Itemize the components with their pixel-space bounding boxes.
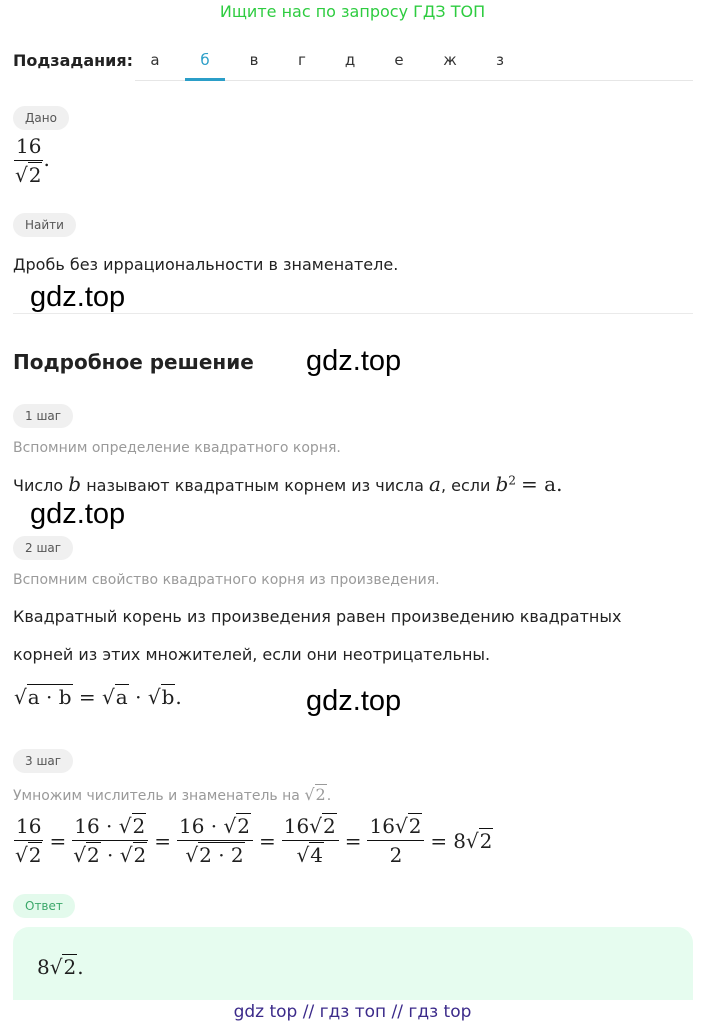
fraction: $\frac{16}{√2}$ — [14, 814, 42, 867]
equals: = — [154, 828, 171, 853]
radicand: 2 — [86, 843, 100, 867]
step-2-badge: 2 шаг — [13, 536, 73, 560]
numerator: 16 — [369, 814, 395, 838]
equals: = — [49, 828, 67, 853]
step-1-text: называют квадратным корнем из числа — [86, 476, 424, 495]
watermark: gdz.top — [306, 345, 402, 377]
solution-title: Подробное решение — [13, 350, 254, 374]
watermark: gdz.top — [30, 498, 126, 530]
given-fraction: $\frac{16}{√2}$ . — [14, 134, 50, 187]
search-hint-banner: Ищите нас по запросу ГДЗ ТОП — [219, 2, 486, 21]
equals: = — [78, 685, 96, 709]
fraction: $\frac{16√2}{√4}$ — [282, 814, 339, 867]
tab-a[interactable]: а — [150, 51, 160, 69]
radicand: 4 — [310, 843, 323, 867]
equals: = — [430, 828, 448, 853]
radicand: 2 — [408, 814, 422, 838]
fraction: $\frac{16√2}{2}$ — [367, 814, 424, 867]
radicand: 2 — [237, 814, 251, 838]
numerator: 16 · — [74, 814, 119, 838]
numerator: 16 — [283, 814, 310, 838]
rationalization-chain — [14, 814, 493, 867]
radicand: 2 — [133, 843, 147, 867]
step-2-line-1: Квадратный корень из произведения равен произведению квадратных — [13, 607, 622, 626]
given-radicand: 2 — [28, 163, 42, 187]
equation-tail: = a. — [521, 472, 563, 496]
radicand: 2 — [63, 955, 77, 979]
tab-z[interactable]: з — [496, 51, 504, 69]
find-badge: Найти — [13, 213, 76, 237]
step-3-badge: 3 шаг — [13, 749, 73, 773]
tab-zh[interactable]: ж — [443, 51, 457, 69]
step-1-text: Число — [13, 476, 64, 495]
period: . — [77, 955, 84, 979]
radicand: 2 — [479, 828, 493, 853]
subtask-tabs — [135, 40, 693, 81]
period: . — [326, 788, 332, 804]
tab-b[interactable]: б — [200, 51, 210, 69]
radicand: 2 — [132, 814, 146, 838]
given-numerator: 16 — [14, 134, 43, 161]
radicand: 2 · 2 — [199, 843, 244, 867]
dot: · — [100, 843, 120, 867]
step-2-line-2: корней из этих множителей, если они неотрицательны. — [13, 645, 491, 664]
radicand: a — [115, 685, 128, 709]
exponent: 2 — [508, 473, 516, 488]
step-2-hint: Вспомним свойство квадратного корня из произведения. — [13, 572, 440, 588]
step-3-hint-text: Умножим числитель и знаменатель на — [13, 788, 300, 804]
watermark: gdz.top — [30, 281, 126, 313]
given-badge: Дано — [13, 106, 69, 130]
coefficient: 8 — [453, 828, 466, 853]
radicand: 2 — [28, 843, 42, 867]
active-tab-indicator — [185, 78, 225, 81]
radicand: b — [161, 685, 175, 709]
fraction: $\frac{16 \cdot √2}{√2 \cdot 2}$ — [177, 814, 253, 867]
period: . — [175, 685, 182, 709]
product-root-formula: √a · b = √a · √b. — [14, 685, 182, 709]
var-b: b — [495, 472, 509, 496]
radicand: 2 — [315, 785, 326, 804]
tab-v[interactable]: в — [249, 51, 259, 69]
find-text: Дробь без иррациональности в знаменателе. — [13, 255, 399, 274]
numerator: 16 · — [179, 814, 224, 838]
section-divider — [13, 313, 693, 314]
step-3-hint: Умножим числитель и знаменатель на √2. — [13, 785, 332, 804]
answer-value: 8√2. — [37, 955, 84, 979]
tab-e[interactable]: е — [394, 51, 404, 69]
footer-links: gdz top // гдз топ // гдз top — [233, 1002, 472, 1022]
radicand: a · b — [27, 685, 72, 709]
tab-d[interactable]: д — [344, 51, 356, 69]
answer-box — [13, 927, 693, 1000]
result: 8√2 — [453, 828, 493, 853]
step-1-definition — [13, 472, 562, 496]
fraction: $\frac{16 \cdot √2}{√2 \cdot √2}$ — [73, 814, 147, 867]
equals: = — [344, 828, 362, 853]
coefficient: 8 — [37, 955, 50, 979]
answer-badge: Ответ — [13, 894, 75, 918]
step-1-hint: Вспомним определение квадратного корня. — [13, 440, 341, 456]
step-1-badge: 1 шаг — [13, 404, 73, 428]
step-1-text: , если — [440, 476, 491, 495]
dot: · — [135, 685, 142, 709]
numerator: 16 — [14, 814, 43, 841]
var-a: a — [429, 472, 441, 496]
tab-g[interactable]: г — [298, 51, 306, 69]
given-period: . — [43, 147, 50, 171]
var-b: b — [68, 472, 82, 496]
watermark: gdz.top — [306, 685, 402, 717]
equals: = — [259, 828, 276, 853]
radicand: 2 — [322, 814, 336, 838]
subtasks-label: Подзадания: — [13, 51, 134, 70]
denominator: 2 — [389, 843, 403, 867]
